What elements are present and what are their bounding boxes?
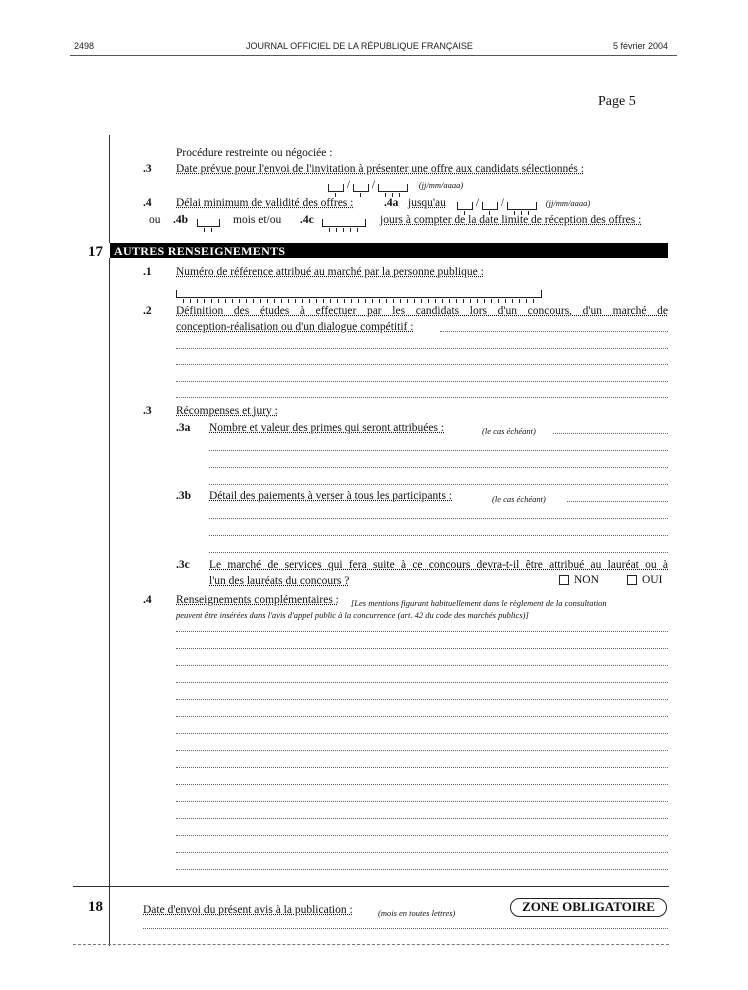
prizes-label: Nombre et valeur des primes qui seront attribuées :	[209, 422, 445, 434]
item-number: .2	[143, 305, 152, 317]
answer-line[interactable]	[176, 699, 668, 700]
answer-line[interactable]	[176, 767, 668, 768]
bottom-rule	[73, 944, 669, 945]
date-format-hint: (jj/mm/aaaa)	[545, 198, 591, 208]
answer-line[interactable]	[209, 552, 668, 553]
additional-info-note-cont: peuvent être insérées dans l'avis d'appel public à la concurrence (art. 42 du code des marchés publics)]	[176, 610, 529, 620]
answer-line[interactable]	[176, 750, 668, 751]
answer-line[interactable]	[176, 348, 668, 349]
months-field[interactable]	[197, 214, 220, 227]
invitation-date-field[interactable]: / / (jj/mm/aaaa)	[328, 179, 463, 192]
if-applicable-note: (le cas échéant)	[482, 426, 536, 436]
answer-line[interactable]	[209, 484, 668, 485]
left-margin-line	[109, 886, 110, 946]
answer-line[interactable]	[176, 682, 668, 683]
answer-line[interactable]	[209, 518, 668, 519]
page-number-left: 2498	[74, 41, 95, 51]
mandatory-zone-badge: ZONE OBLIGATOIRE	[510, 898, 667, 917]
header-rule	[70, 55, 677, 56]
journal-title: JOURNAL OFFICIEL DE LA RÉPUBLIQUE FRANÇAISE	[246, 41, 473, 51]
item-number: .3c	[176, 559, 190, 571]
answer-line[interactable]	[176, 852, 668, 853]
days-field[interactable]	[322, 214, 366, 227]
answer-line[interactable]	[209, 467, 668, 468]
or-label: ou	[149, 214, 161, 226]
month-boxes[interactable]	[482, 202, 498, 210]
month-in-letters-note: (mois en toutes lettres)	[378, 908, 456, 918]
if-applicable-note: (le cas échéant)	[492, 494, 546, 504]
year-boxes[interactable]	[507, 202, 537, 210]
item-number: .1	[143, 266, 152, 278]
months-label: mois et/ou	[233, 214, 282, 226]
months-boxes[interactable]	[197, 219, 220, 227]
item-number: .3b	[176, 490, 192, 502]
answer-line[interactable]	[176, 648, 668, 649]
answer-line[interactable]	[176, 364, 668, 365]
day-boxes[interactable]	[457, 202, 473, 210]
answer-line[interactable]	[176, 818, 668, 819]
item-number: .4c	[300, 214, 314, 226]
additional-info-label: Renseignements complémentaires :	[176, 594, 339, 606]
date-format-hint: (jj/mm/aaaa)	[418, 180, 464, 190]
answer-line[interactable]	[176, 716, 668, 717]
answer-line[interactable]	[176, 835, 668, 836]
additional-info-note: [Les mentions figurant habituellement dans le règlement de la consultation	[351, 598, 607, 608]
answer-line[interactable]	[176, 631, 668, 632]
section-number: 17	[88, 244, 103, 260]
answer-line[interactable]	[176, 397, 668, 398]
answer-line[interactable]	[567, 501, 668, 502]
item-number: .4	[143, 197, 152, 209]
dispatch-date-label: Date d'envoi du présent avis à la publication :	[143, 904, 353, 916]
answer-line[interactable]	[176, 784, 668, 785]
year-boxes[interactable]	[378, 184, 408, 192]
left-margin-line	[109, 135, 110, 243]
studies-definition-label-cont: conception-réalisation ou d'un dialogue compétitif :	[176, 321, 414, 333]
item-number: .4b	[173, 214, 189, 226]
answer-line[interactable]	[176, 665, 668, 666]
item-number: .3	[143, 163, 152, 175]
section-number: 18	[88, 899, 103, 915]
answer-line[interactable]	[176, 733, 668, 734]
left-margin-line	[109, 258, 110, 886]
reference-number-label: Numéro de référence attribué au marché par la personne publique :	[176, 266, 484, 278]
days-boxes[interactable]	[322, 219, 366, 227]
reference-number-field[interactable]	[176, 285, 542, 298]
yes-checkbox[interactable]	[627, 575, 637, 585]
item-number: .4	[143, 594, 152, 606]
invitation-date-label: Date prévue pour l'envoi de l'invitation à présenter une offre aux candidats sélectionnés :	[176, 163, 584, 175]
payments-label: Détail des paiements à verser à tous les participants :	[209, 490, 453, 502]
month-boxes[interactable]	[353, 184, 369, 192]
answer-line[interactable]	[176, 381, 668, 382]
validity-date-field[interactable]: / / (jj/mm/aaaa)	[457, 197, 590, 210]
days-label: jours à compter de la date limite de réception des offres :	[380, 214, 642, 226]
validity-label: Délai minimum de validité des offres :	[176, 197, 354, 209]
yes-option[interactable]	[627, 574, 662, 587]
laureate-question-cont: l'un des lauréats du concours ?	[209, 575, 350, 587]
answer-line[interactable]	[553, 433, 668, 434]
no-checkbox[interactable]	[559, 575, 569, 585]
reference-boxes[interactable]	[176, 290, 542, 298]
answer-line[interactable]	[209, 535, 668, 536]
no-option[interactable]	[559, 574, 599, 587]
laureate-question: Le marché de services qui fera suite à ce concours devra-t-il être attribué au lauréat ou à	[209, 559, 668, 571]
no-label: NON	[574, 574, 599, 586]
procedure-intro: Procédure restreinte ou négociée :	[176, 147, 333, 159]
answer-line[interactable]	[440, 331, 668, 332]
form-page-label: Page 5	[598, 94, 636, 109]
rewards-jury-label: Récompenses et jury :	[176, 405, 278, 417]
item-number: .3	[143, 405, 152, 417]
section-divider	[73, 886, 669, 887]
day-boxes[interactable]	[328, 184, 344, 192]
issue-date: 5 février 2004	[613, 41, 669, 51]
answer-line[interactable]	[176, 801, 668, 802]
yes-label: OUI	[642, 574, 663, 586]
studies-definition-label: Définition des études à effectuer par les candidats lors d'un concours, d'un marché de	[176, 305, 668, 317]
answer-line[interactable]	[143, 928, 668, 929]
section-title: AUTRES RENSEIGNEMENTS	[114, 244, 286, 258]
answer-line[interactable]	[209, 450, 668, 451]
item-number: .3a	[176, 422, 191, 434]
answer-line[interactable]	[176, 869, 668, 870]
until-label: jusqu'au	[408, 197, 446, 209]
item-number: .4a	[384, 197, 399, 209]
